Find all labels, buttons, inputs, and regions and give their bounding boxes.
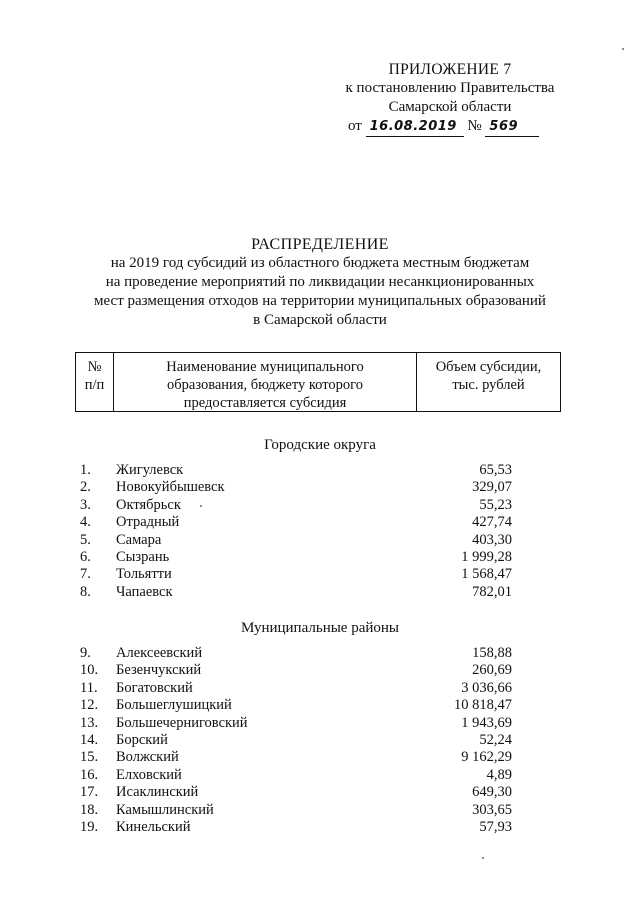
document-title: РАСПРЕДЕЛЕНИЕ (251, 236, 389, 253)
row-number: 3. (80, 496, 91, 513)
row-number: 7. (80, 566, 91, 583)
subsidy-amount: 260,69 (472, 662, 512, 679)
subsidy-amount: 158,88 (472, 645, 512, 661)
header-number-line2: п/п (84, 377, 105, 393)
subsidy-amount: 403,30 (472, 531, 512, 548)
municipality-name: Чапаевск (116, 583, 173, 600)
row-number: 1. (80, 462, 91, 478)
title-line1: на 2019 год субсидий из областного бюджета местным бюджетам (110, 255, 530, 271)
table-row (80, 645, 560, 662)
section-rows-districts (80, 645, 560, 836)
subsidy-amount: 649,30 (472, 784, 512, 801)
subsidy-amount: 1 943,69 (461, 714, 512, 731)
appendix-heading: ПРИЛОЖЕНИЕ 7 (388, 61, 512, 78)
handwritten-number: 569 (485, 117, 539, 137)
row-number: 18. (80, 801, 99, 818)
appendix-block (330, 60, 570, 137)
section-title: Муниципальные районы (240, 620, 400, 636)
row-number: 13. (80, 714, 99, 731)
table-row (80, 819, 560, 836)
document-title-block (70, 235, 570, 330)
header-name-col (114, 353, 417, 411)
subsidy-amount: 427,74 (472, 514, 512, 531)
table-row (80, 479, 560, 496)
municipality-name: Волжский (116, 749, 179, 766)
subsidy-amount: 4,89 (486, 766, 512, 783)
row-number: 16. (80, 766, 99, 783)
municipality-name: Богатовский (116, 679, 193, 696)
row-number: 8. (80, 583, 91, 600)
municipality-name: Алексеевский (116, 645, 203, 661)
table-row (80, 715, 560, 732)
municipality-name: Елховский (116, 766, 182, 783)
municipality-name: Октябрьск (116, 496, 181, 513)
table-row (80, 749, 560, 766)
header-amount-line1: Объем субсидии, (435, 359, 542, 375)
municipality-name: Новокуйбышевск (116, 479, 225, 496)
table-row (80, 680, 560, 697)
header-amount-line2: тыс. рублей (452, 377, 525, 393)
table-row (80, 549, 560, 566)
scan-speck (200, 505, 202, 507)
handwritten-date: 16.08.2019 (366, 117, 464, 137)
row-number: 5. (80, 531, 91, 548)
subsidy-amount: 9 162,29 (461, 749, 512, 766)
header-name-line1: Наименование муниципального (166, 359, 364, 375)
section-rows-urban (80, 462, 560, 601)
municipality-name: Большечерниговский (116, 714, 248, 731)
section-title: Городские округа (264, 437, 376, 453)
table-row (80, 462, 560, 479)
subsidy-amount: 55,23 (479, 496, 512, 513)
subsidy-amount: 52,24 (479, 731, 512, 748)
table-row (80, 732, 560, 749)
header-name-line3: предоставляется субсидия (183, 395, 347, 411)
row-number: 11. (80, 679, 98, 696)
subsidy-amount: 1 999,28 (461, 548, 512, 565)
subsidy-amount: 329,07 (472, 479, 512, 496)
number-prefix: № (467, 118, 482, 134)
table-row (80, 697, 560, 714)
header-name-line2: образования, бюджету которого (167, 377, 363, 393)
table-header (75, 352, 561, 412)
appendix-line1: к постановлению Правительства (345, 80, 555, 96)
appendix-line2: Самарской области (388, 99, 512, 115)
subsidy-amount: 782,01 (472, 583, 512, 600)
header-number-col (76, 353, 114, 411)
row-number: 10. (80, 662, 99, 679)
table-row (80, 566, 560, 583)
row-number: 12. (80, 697, 99, 714)
table-row (80, 767, 560, 784)
subsidy-amount: 65,53 (479, 462, 512, 478)
row-number: 17. (80, 784, 99, 801)
table-row (80, 662, 560, 679)
municipality-name: Отрадный (116, 514, 180, 531)
municipality-name: Большеглушицкий (116, 697, 232, 714)
subsidy-amount: 10 818,47 (454, 697, 512, 714)
subsidy-amount: 303,65 (472, 801, 512, 818)
row-number: 2. (80, 479, 91, 496)
municipality-name: Исаклинский (116, 784, 199, 801)
header-amount-col (417, 353, 560, 411)
title-line2: на проведение мероприятий по ликвидации несанкционированных (105, 274, 535, 290)
table-row (80, 532, 560, 549)
municipality-name: Безенчукский (116, 662, 202, 679)
municipality-name: Борский (116, 731, 168, 748)
municipality-name: Тольятти (116, 566, 172, 583)
municipality-name: Самара (116, 531, 162, 548)
date-prefix: от (348, 118, 362, 134)
scan-speck (482, 857, 484, 859)
municipality-name: Жигулевск (116, 462, 184, 478)
row-number: 6. (80, 548, 91, 565)
row-number: 4. (80, 514, 91, 531)
table-row (80, 514, 560, 531)
subsidy-amount: 57,93 (479, 818, 512, 835)
municipality-name: Кинельский (116, 818, 191, 835)
row-number: 9. (80, 645, 91, 661)
scan-speck (622, 48, 624, 50)
table-row (80, 784, 560, 801)
row-number: 19. (80, 818, 99, 835)
table-row (80, 802, 560, 819)
header-number-line1: № (87, 359, 102, 375)
row-number: 15. (80, 749, 99, 766)
table-row (80, 584, 560, 601)
municipality-name: Сызрань (116, 548, 170, 565)
row-number: 14. (80, 731, 99, 748)
table-row (80, 497, 560, 514)
municipality-name: Камышлинский (116, 801, 214, 818)
appendix-date-line (330, 117, 570, 137)
subsidy-amount: 3 036,66 (461, 679, 512, 696)
title-line3: мест размещения отходов на территории муниципальных образований (94, 293, 546, 309)
title-line4: в Самарской области (253, 312, 387, 328)
subsidy-amount: 1 568,47 (461, 566, 512, 583)
